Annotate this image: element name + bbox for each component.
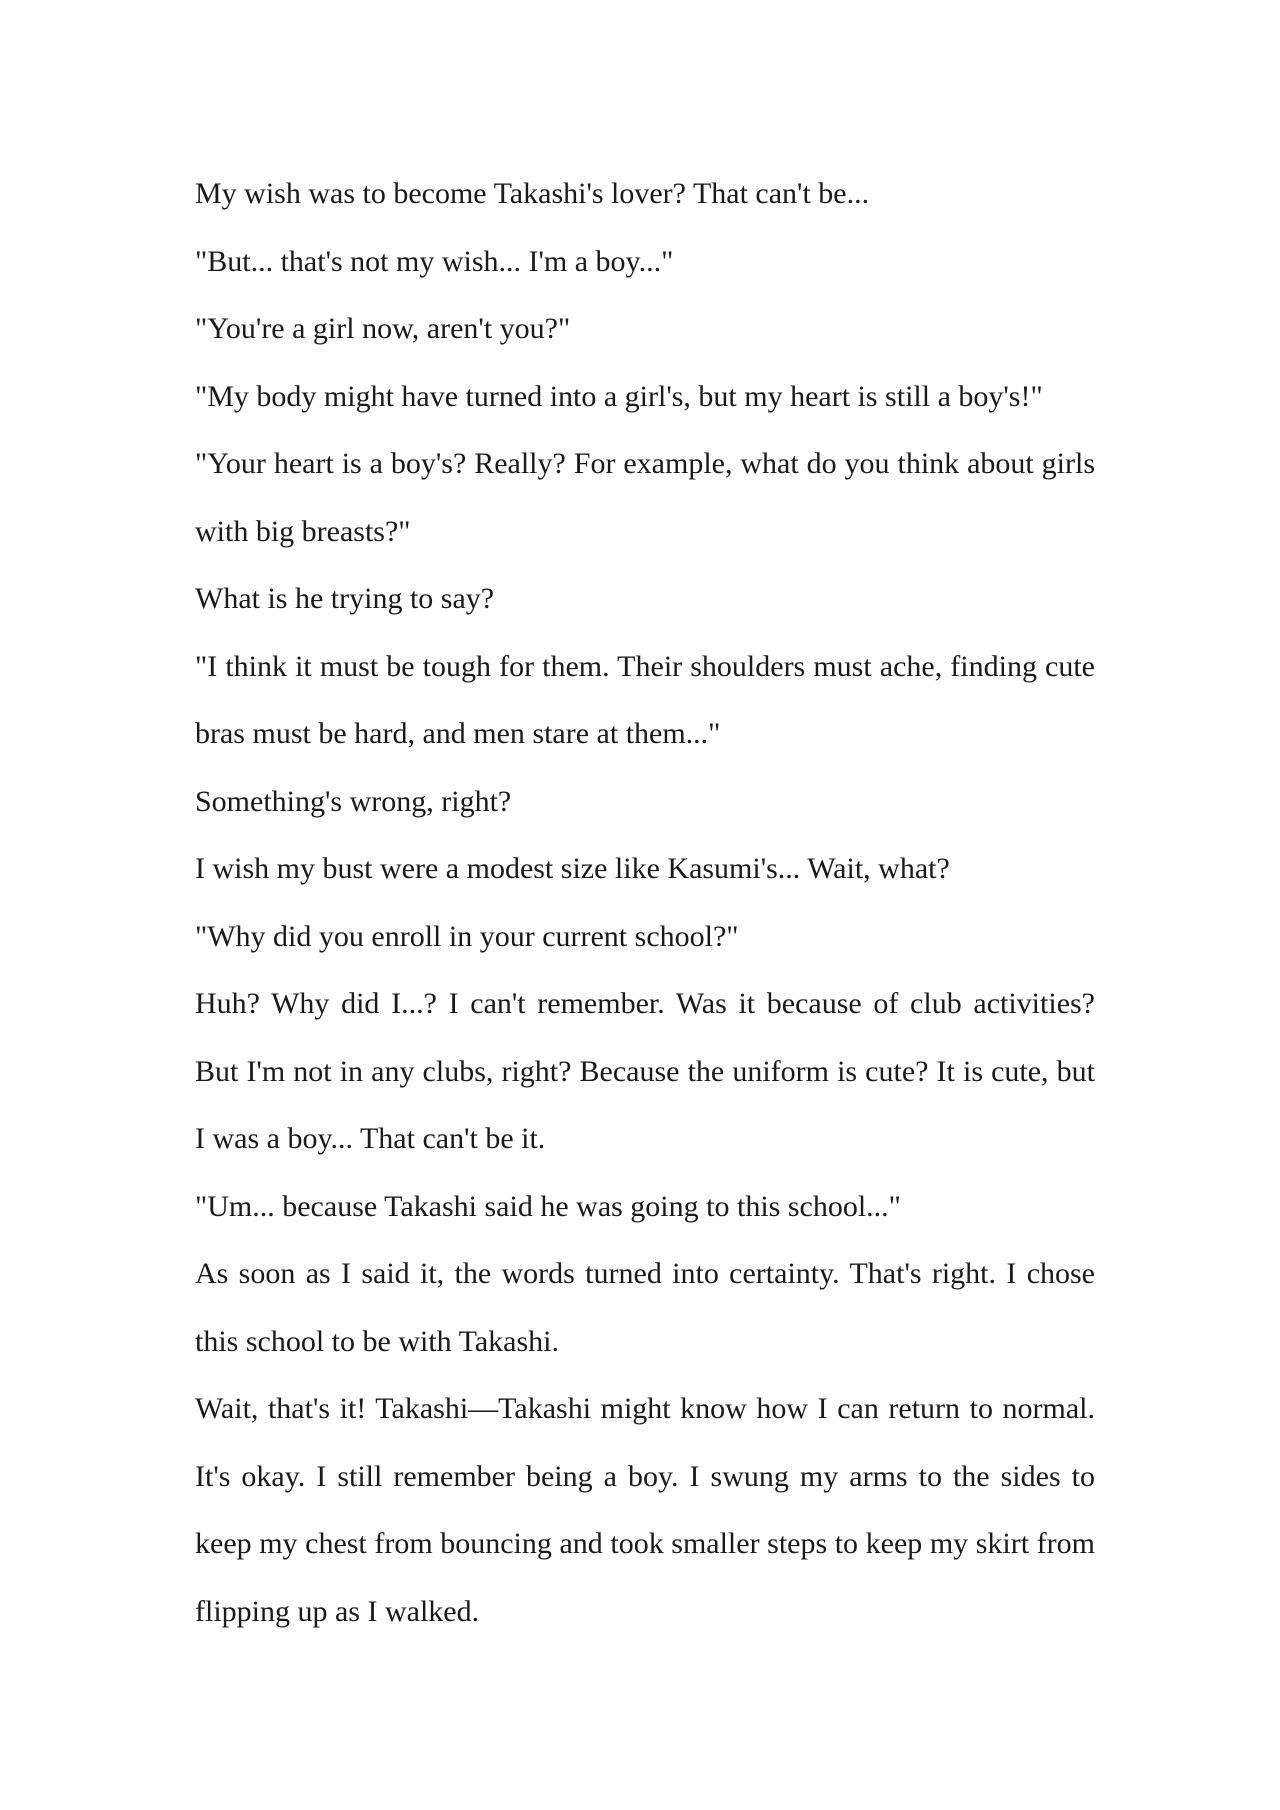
paragraph: "I think it must be tough for them. Their shoulders must ache, finding cute bras must be hard, and men stare at them..." xyxy=(195,649,1095,750)
paragraph: I wish my bust were a modest size like Kasumi's... Wait, what? xyxy=(195,852,950,885)
paragraph: "Your heart is a boy's? Really? For example, what do you think about girls with big breasts?" xyxy=(195,447,1095,548)
paragraph: "My body might have turned into a girl's, but my heart is still a boy's!" xyxy=(195,379,1043,413)
paragraph: What is he trying to say? xyxy=(195,582,495,615)
body-text xyxy=(195,160,1095,1645)
paragraph: "But... that's not my wish... I'm a boy..." xyxy=(195,244,674,278)
paragraph: Something's wrong, right? xyxy=(195,784,512,818)
paragraph: "Why did you enroll in your current school?" xyxy=(195,919,739,953)
paragraph: Wait, that's it! Takashi—Takashi might know how I can return to normal. It's okay. I still remember being a boy. I swung my arms to the sides to keep my chest from bouncing and took smaller steps to keep my skirt from flipping up as I walked. xyxy=(195,1392,1095,1628)
paragraph: As soon as I said it, the words turned into certainty. That's right. I chose this school to be with Takashi. xyxy=(195,1257,1095,1358)
paragraph: "Um... because Takashi said he was going to this school..." xyxy=(195,1189,901,1223)
paragraph: My wish was to become Takashi's lover? That can't be... xyxy=(195,177,870,210)
paragraph: Huh? Why did I...? I can't remember. Was it because of club activities? But I'm not in any clubs, right? Because the uniform is cute? It is cute, but I was a boy... That can't be it. xyxy=(195,987,1095,1155)
paragraph: "You're a girl now, aren't you?" xyxy=(195,312,571,345)
